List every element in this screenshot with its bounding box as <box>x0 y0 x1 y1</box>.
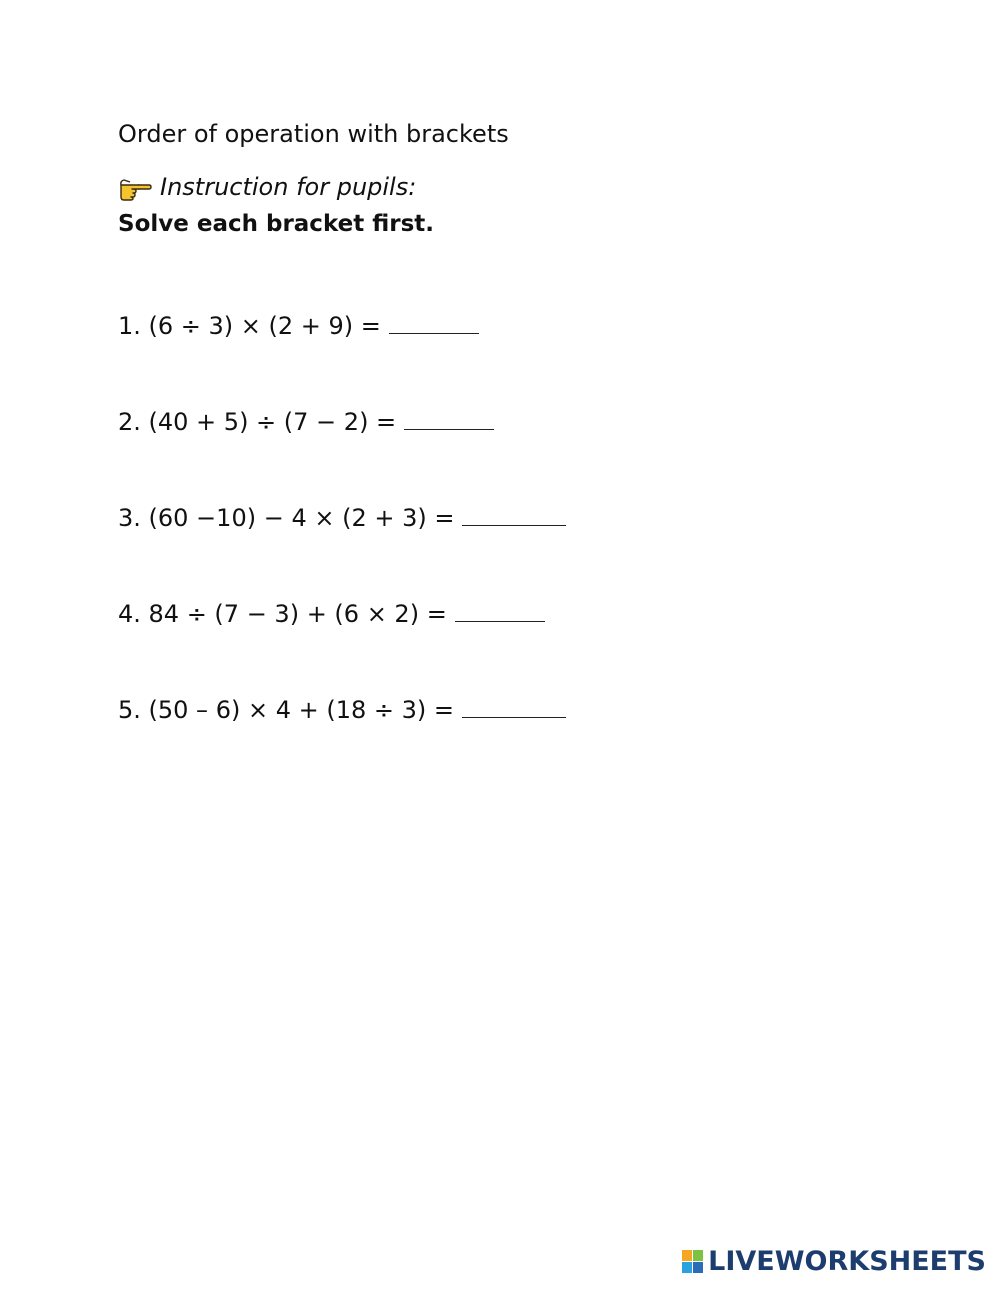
answer-blank-2[interactable] <box>404 405 494 430</box>
question-4 <box>118 596 566 692</box>
liveworksheets-logo <box>682 1246 986 1278</box>
answer-blank-4[interactable] <box>455 597 545 622</box>
question-3 <box>118 500 566 596</box>
instruction-label: Instruction for pupils: <box>160 173 417 201</box>
logo-blocks-icon <box>682 1250 704 1274</box>
question-1 <box>118 308 566 404</box>
instruction-subtitle: Solve each bracket first. <box>118 211 435 237</box>
worksheet-title: Order of operation with brackets <box>118 120 509 148</box>
instruction-row <box>118 170 416 204</box>
question-list <box>118 308 566 788</box>
question-text: 4. 84 ÷ (7 − 3) + (6 × 2) = <box>118 600 447 628</box>
question-2 <box>118 404 566 500</box>
question-text: 2. (40 + 5) ÷ (7 − 2) = <box>118 408 397 436</box>
logo-text: LIVEWORKSHEETS <box>708 1246 986 1277</box>
question-5 <box>118 692 566 788</box>
question-text: 1. (6 ÷ 3) × (2 + 9) = <box>118 312 381 340</box>
question-text: 3. (60 −10) − 4 × (2 + 3) = <box>118 504 455 532</box>
answer-blank-1[interactable] <box>389 309 479 334</box>
answer-blank-3[interactable] <box>462 501 566 526</box>
answer-blank-5[interactable] <box>462 693 566 718</box>
pointing-hand-icon <box>118 173 152 201</box>
question-text: 5. (50 – 6) × 4 + (18 ÷ 3) = <box>118 696 454 724</box>
